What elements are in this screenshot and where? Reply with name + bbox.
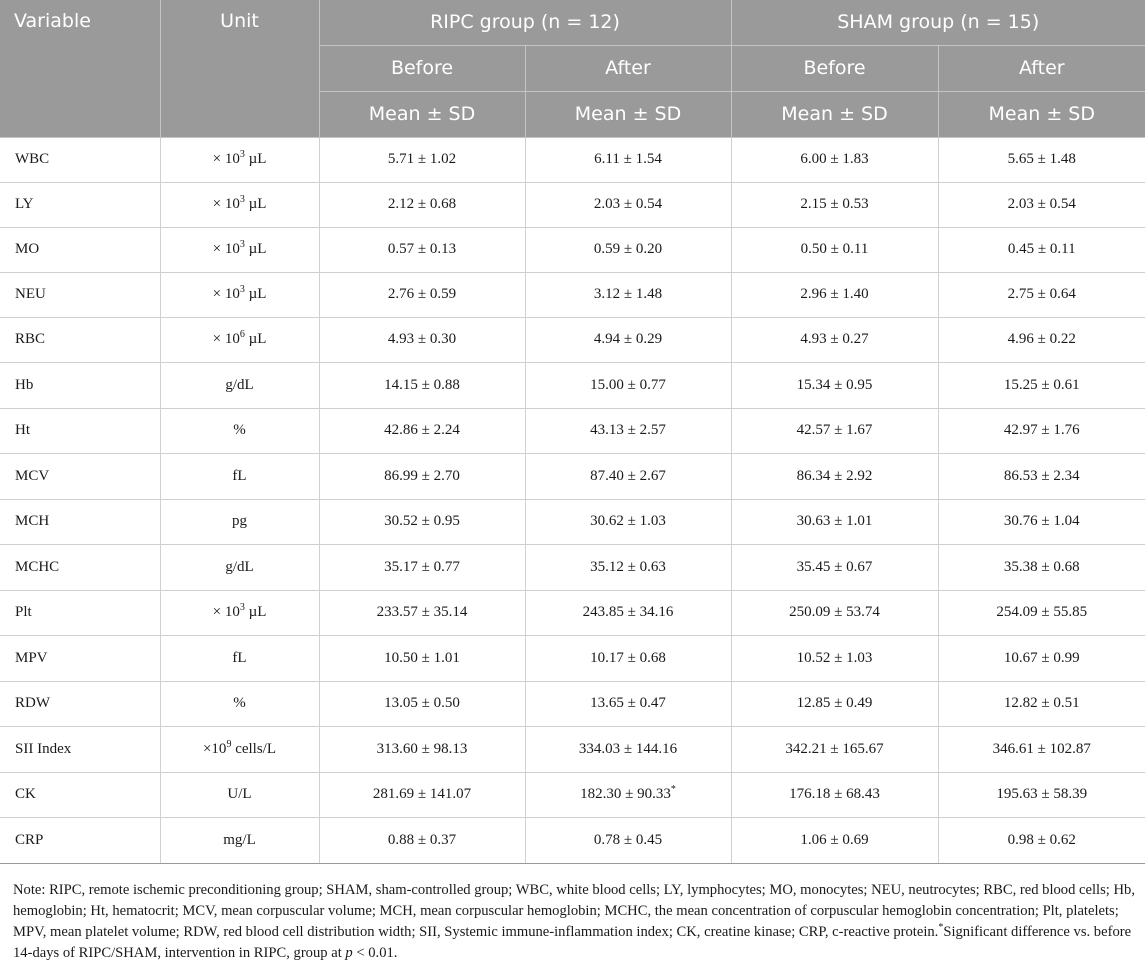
cell-sham-before: 6.00 ± 1.83 xyxy=(731,137,938,182)
header-phase-sham-after: After xyxy=(938,45,1145,91)
cell-ripc-after: 2.03 ± 0.54 xyxy=(525,182,731,227)
cell-ripc-after: 15.00 ± 0.77 xyxy=(525,362,731,408)
cell-ripc-before: 281.69 ± 141.07 xyxy=(319,772,525,817)
cell-sham-before: 176.18 ± 68.43 xyxy=(731,772,938,817)
cell-sham-after: 195.63 ± 58.39 xyxy=(938,772,1145,817)
cell-sham-after: 0.98 ± 0.62 xyxy=(938,817,1145,863)
cell-sham-after: 346.61 ± 102.87 xyxy=(938,726,1145,772)
table-row xyxy=(0,227,1145,272)
cell-ripc-before: 4.93 ± 0.30 xyxy=(319,317,525,362)
cell-ripc-before: 2.12 ± 0.68 xyxy=(319,182,525,227)
cell-variable: MPV xyxy=(0,635,160,681)
cell-sham-after: 15.25 ± 0.61 xyxy=(938,362,1145,408)
table-row xyxy=(0,772,1145,817)
cell-ripc-after: 10.17 ± 0.68 xyxy=(525,635,731,681)
cell-variable: MCHC xyxy=(0,544,160,590)
cell-sham-before: 35.45 ± 0.67 xyxy=(731,544,938,590)
cell-sham-after: 42.97 ± 1.76 xyxy=(938,408,1145,453)
table-row xyxy=(0,681,1145,726)
cell-unit: × $10^3$ µL xyxy=(160,272,319,317)
cell-sham-before: 2.15 ± 0.53 xyxy=(731,182,938,227)
table-header xyxy=(0,0,1145,137)
cell-ripc-before: 42.86 ± 2.24 xyxy=(319,408,525,453)
cell-unit: × $10^3$ µL xyxy=(160,137,319,182)
table-row xyxy=(0,590,1145,635)
cell-sham-after: 5.65 ± 1.48 xyxy=(938,137,1145,182)
table-row xyxy=(0,317,1145,362)
cell-ripc-after: 243.85 ± 34.16 xyxy=(525,590,731,635)
cell-sham-after: 2.03 ± 0.54 xyxy=(938,182,1145,227)
header-group-ripc: RIPC group (n = 12) xyxy=(319,0,731,45)
header-phase-ripc-after: After xyxy=(525,45,731,91)
cell-unit: % xyxy=(160,681,319,726)
cell-sham-before: 12.85 ± 0.49 xyxy=(731,681,938,726)
header-phase-ripc-before: Before xyxy=(319,45,525,91)
cell-ripc-after: 334.03 ± 144.16 xyxy=(525,726,731,772)
cell-sham-before: 0.50 ± 0.11 xyxy=(731,227,938,272)
cell-sham-after: 254.09 ± 55.85 xyxy=(938,590,1145,635)
cell-variable: Plt xyxy=(0,590,160,635)
cell-ripc-after: 35.12 ± 0.63 xyxy=(525,544,731,590)
cell-ripc-before: 5.71 ± 1.02 xyxy=(319,137,525,182)
cell-sham-after: 12.82 ± 0.51 xyxy=(938,681,1145,726)
significance-mark: * xyxy=(670,784,676,795)
cell-sham-after: 0.45 ± 0.11 xyxy=(938,227,1145,272)
cell-ripc-after: 30.62 ± 1.03 xyxy=(525,499,731,544)
cell-ripc-after: 0.78 ± 0.45 xyxy=(525,817,731,863)
header-unit: Unit xyxy=(160,0,319,137)
cell-ripc-after: 0.59 ± 0.20 xyxy=(525,227,731,272)
cell-unit: × $10^3$ µL xyxy=(160,182,319,227)
cell-unit: % xyxy=(160,408,319,453)
cell-unit: g/dL xyxy=(160,362,319,408)
cell-variable: RDW xyxy=(0,681,160,726)
table-row xyxy=(0,182,1145,227)
cell-ripc-before: 233.57 ± 35.14 xyxy=(319,590,525,635)
cell-unit: U/L xyxy=(160,772,319,817)
cell-ripc-before: 2.76 ± 0.59 xyxy=(319,272,525,317)
cell-ripc-after: 4.94 ± 0.29 xyxy=(525,317,731,362)
cell-ripc-before: 30.52 ± 0.95 xyxy=(319,499,525,544)
table-body xyxy=(0,137,1145,863)
cell-variable: LY xyxy=(0,182,160,227)
header-stat: Mean ± SD xyxy=(319,91,525,137)
header-group-sham: SHAM group (n = 15) xyxy=(731,0,1145,45)
cell-ripc-after: 182.30 ± 90.33* xyxy=(525,772,731,817)
table-row xyxy=(0,726,1145,772)
header-stat: Mean ± SD xyxy=(525,91,731,137)
cell-sham-before: 4.93 ± 0.27 xyxy=(731,317,938,362)
table-row xyxy=(0,137,1145,182)
cell-sham-before: 250.09 ± 53.74 xyxy=(731,590,938,635)
cell-unit: fL xyxy=(160,453,319,499)
cell-sham-after: 10.67 ± 0.99 xyxy=(938,635,1145,681)
cell-unit: × $10^6$ µL xyxy=(160,317,319,362)
cell-sham-after: 2.75 ± 0.64 xyxy=(938,272,1145,317)
cell-variable: MCV xyxy=(0,453,160,499)
cell-unit: fL xyxy=(160,635,319,681)
table-row xyxy=(0,272,1145,317)
cell-variable: MO xyxy=(0,227,160,272)
cell-unit: × $10^3$ µL xyxy=(160,227,319,272)
cell-variable: SII Index xyxy=(0,726,160,772)
cell-sham-before: 42.57 ± 1.67 xyxy=(731,408,938,453)
cell-unit: g/dL xyxy=(160,544,319,590)
header-phase-sham-before: Before xyxy=(731,45,938,91)
cell-ripc-before: 13.05 ± 0.50 xyxy=(319,681,525,726)
header-stat: Mean ± SD xyxy=(731,91,938,137)
cell-sham-after: 86.53 ± 2.34 xyxy=(938,453,1145,499)
table-row xyxy=(0,499,1145,544)
cell-unit: mg/L xyxy=(160,817,319,863)
cell-ripc-before: 35.17 ± 0.77 xyxy=(319,544,525,590)
cell-sham-before: 86.34 ± 2.92 xyxy=(731,453,938,499)
cell-ripc-before: 10.50 ± 1.01 xyxy=(319,635,525,681)
cell-variable: NEU xyxy=(0,272,160,317)
cell-ripc-before: 14.15 ± 0.88 xyxy=(319,362,525,408)
cell-ripc-after: 13.65 ± 0.47 xyxy=(525,681,731,726)
cell-sham-after: 4.96 ± 0.22 xyxy=(938,317,1145,362)
table-footnote: Note: RIPC, remote ischemic preconditioning group; SHAM, sham-controlled group; WBC, white blood cells; LY, lymphocytes; MO, monocytes; NEU, neutrocytes; RBC, red blood cells; Hb, hemoglobin; Ht, hematocrit; MCV, mean corpuscular volume; MCH, mean corpuscular hemoglobin; MCHC, the mean concentration of corpuscular hemoglobin concentration; Plt, platelets; MPV, mean platelet volume; RDW, red blood cell distribution width; SII, Systemic immune-inflammation index; CK, creatine kinase; CRP, c-reactive protein.*Significant difference vs. before 14-days of RIPC/SHAM, intervention in RIPC, group at p < 0.01. xyxy=(13,882,1135,961)
cell-sham-before: 30.63 ± 1.01 xyxy=(731,499,938,544)
table-row xyxy=(0,408,1145,453)
cell-sham-before: 2.96 ± 1.40 xyxy=(731,272,938,317)
header-stat: Mean ± SD xyxy=(938,91,1145,137)
cell-ripc-after: 87.40 ± 2.67 xyxy=(525,453,731,499)
cell-unit: pg xyxy=(160,499,319,544)
cell-sham-before: 15.34 ± 0.95 xyxy=(731,362,938,408)
cell-ripc-after: 6.11 ± 1.54 xyxy=(525,137,731,182)
cell-ripc-before: 86.99 ± 2.70 xyxy=(319,453,525,499)
cell-ripc-after: 3.12 ± 1.48 xyxy=(525,272,731,317)
table-row xyxy=(0,544,1145,590)
cell-ripc-before: 313.60 ± 98.13 xyxy=(319,726,525,772)
cell-variable: Ht xyxy=(0,408,160,453)
table-row xyxy=(0,817,1145,863)
table-row xyxy=(0,635,1145,681)
cell-variable: CRP xyxy=(0,817,160,863)
cell-variable: WBC xyxy=(0,137,160,182)
cell-unit: $\times 10^9$ cells/L xyxy=(160,726,319,772)
cell-ripc-before: 0.88 ± 0.37 xyxy=(319,817,525,863)
header-variable: Variable xyxy=(0,0,160,137)
cell-variable: CK xyxy=(0,772,160,817)
table-row xyxy=(0,453,1145,499)
cell-ripc-after: 43.13 ± 2.57 xyxy=(525,408,731,453)
table-row xyxy=(0,362,1145,408)
cell-sham-before: 1.06 ± 0.69 xyxy=(731,817,938,863)
cell-sham-before: 342.21 ± 165.67 xyxy=(731,726,938,772)
cell-unit: × $10^3$ µL xyxy=(160,590,319,635)
cell-variable: Hb xyxy=(0,362,160,408)
cell-sham-before: 10.52 ± 1.03 xyxy=(731,635,938,681)
cell-sham-after: 35.38 ± 0.68 xyxy=(938,544,1145,590)
cell-variable: RBC xyxy=(0,317,160,362)
cell-ripc-before: 0.57 ± 0.13 xyxy=(319,227,525,272)
cell-sham-after: 30.76 ± 1.04 xyxy=(938,499,1145,544)
cell-variable: MCH xyxy=(0,499,160,544)
